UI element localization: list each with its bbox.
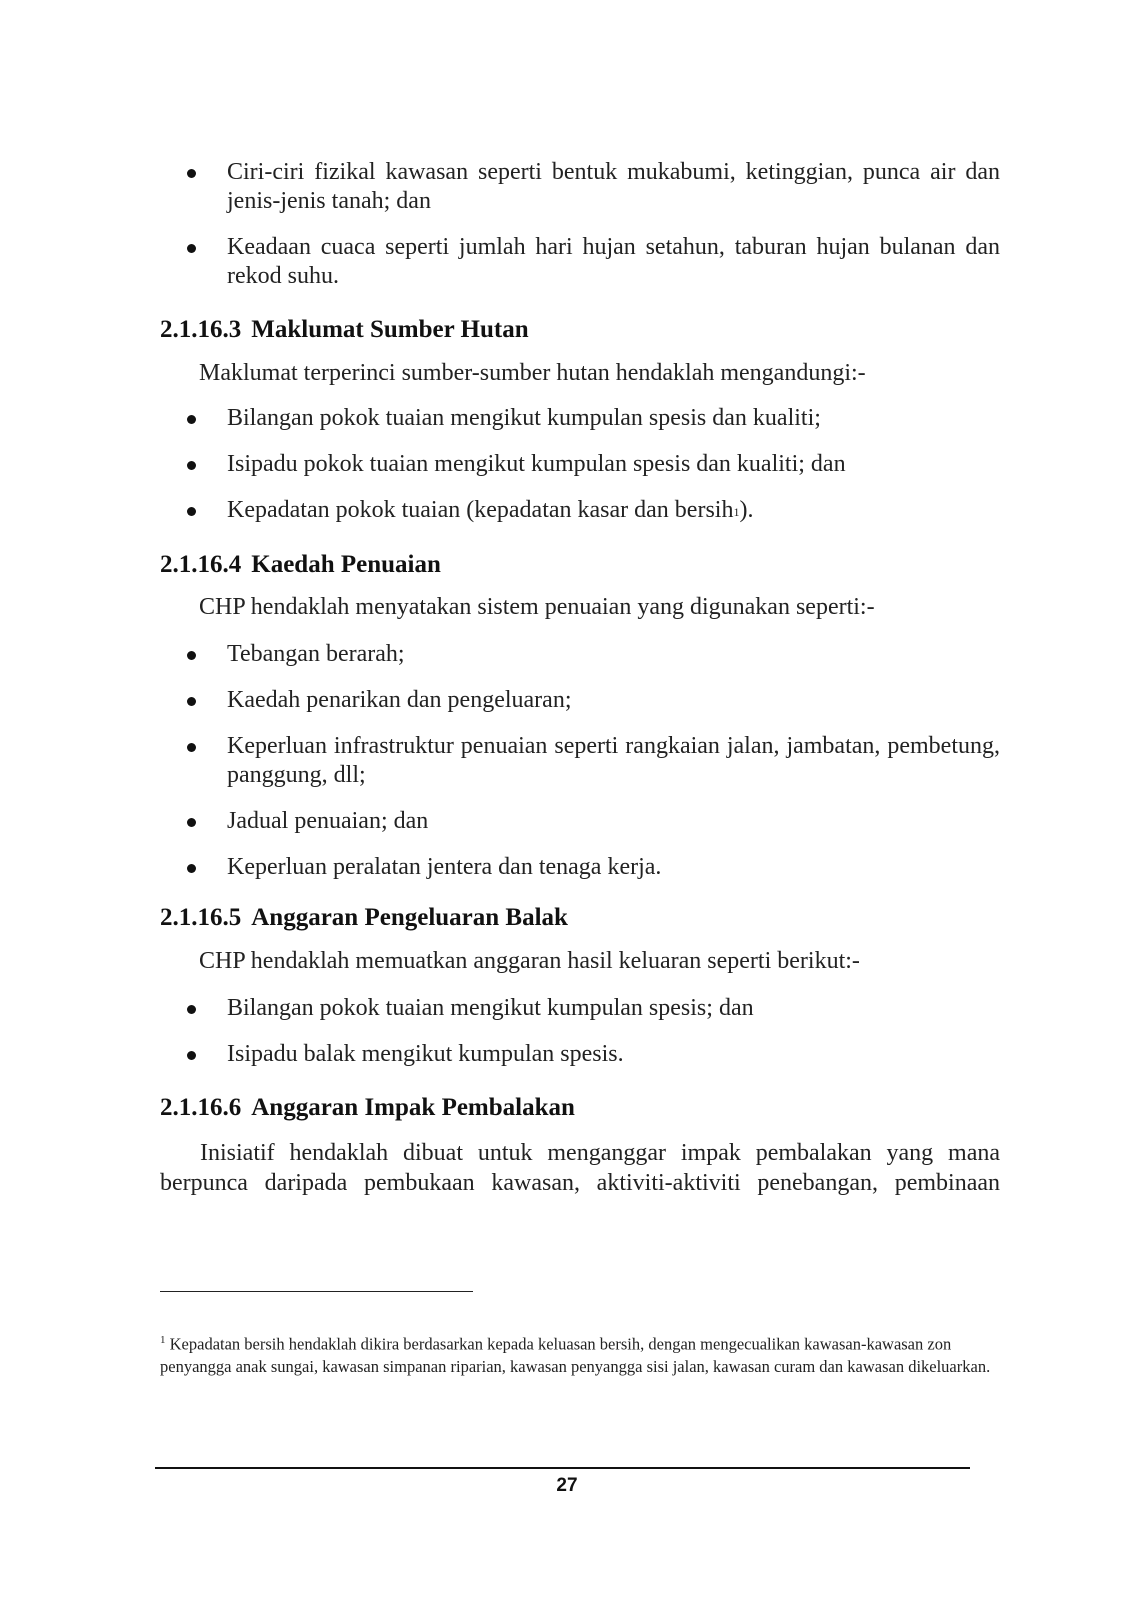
list-item-text: Kepadatan pokok tuaian (kepadatan kasar dan bersih [227,497,734,523]
bullet-icon [187,697,196,706]
list-item-text: Isipadu pokok tuaian mengikut kumpulan spesis dan kualiti; dan [227,451,846,477]
section-heading-2-1-16-3 [160,316,529,344]
list-item [160,640,1000,669]
bullet-icon [187,244,196,253]
section-title: Kaedah Penuaian [251,551,441,578]
footnote-text: Kepadatan bersih hendaklah dikira berdasarkan kepada keluasan bersih, dengan mengecualikan kawasan-kawasan zon penyangga anak sungai, kawasan simpanan riparian, kawasan penyangga sisi jalan, kawasan curam dan kawasan dikeluarkan. [160,1334,991,1376]
section-heading-2-1-16-4 [160,551,441,579]
list-item [160,1040,1000,1069]
section-paragraph: Inisiatif hendaklah dibuat untuk menganggar impak pembalakan yang mana berpunca daripada pembukaan kawasan, aktiviti-aktiviti penebangan, pembinaan [160,1140,1000,1196]
list-item [160,233,1000,291]
s4-bullet-list [160,640,1000,899]
list-item [160,686,1000,715]
bullet-icon [187,461,196,470]
section-number: 2.1.16.6 [160,1094,242,1121]
section-intro: Maklumat terperinci sumber-sumber hutan hendaklah mengandungi:- [199,360,866,386]
section-heading-2-1-16-6 [160,1094,575,1122]
bullet-icon [187,1005,196,1014]
list-item [160,158,1000,216]
bullet-icon [187,507,196,516]
section-number: 2.1.16.4 [160,551,242,578]
list-item-text: Bilangan pokok tuaian mengikut kumpulan spesis; dan [227,995,754,1021]
list-item-text: Keadaan cuaca seperti jumlah hari hujan setahun, taburan hujan bulanan dan rekod suhu. [227,234,1000,289]
section-heading-2-1-16-5 [160,904,568,932]
section-number: 2.1.16.5 [160,904,242,931]
bullet-icon [187,651,196,660]
bullet-icon [187,415,196,424]
list-item-text: Isipadu balak mengikut kumpulan spesis. [227,1041,624,1067]
list-item-text: Ciri-ciri fizikal kawasan seperti bentuk mukabumi, ketinggian, punca air dan jenis-jenis tanah; dan [227,159,1000,214]
list-item [160,853,1000,882]
s3-bullet-list [160,404,1000,542]
footnote-reference[interactable]: 1 [733,505,740,519]
page-number: 27 [556,1475,578,1496]
list-item-text: Bilangan pokok tuaian mengikut kumpulan spesis dan kualiti; [227,405,821,431]
footnote-marker: 1 [160,1334,166,1346]
list-item-text: Kaedah penarikan dan pengeluaran; [227,687,572,713]
list-item-text: Jadual penuaian; dan [227,808,429,834]
section-title: Maklumat Sumber Hutan [251,316,529,343]
footer-divider [155,1467,970,1469]
section-intro: CHP hendaklah memuatkan anggaran hasil keluaran seperti berikut:- [199,948,860,974]
list-item [160,404,1000,433]
list-item [160,496,1000,525]
bullet-icon [187,864,196,873]
section-title: Anggaran Pengeluaran Balak [251,904,568,931]
list-item-text: Tebangan berarah; [227,641,405,667]
section-intro: CHP hendaklah menyatakan sistem penuaian yang digunakan seperti:- [199,594,875,620]
bullet-icon [187,1051,196,1060]
list-item [160,807,1000,836]
top-bullet-list [160,158,1000,308]
s5-bullet-list [160,994,1000,1086]
list-item-text-end: ). [739,497,754,523]
footnote-divider [160,1291,473,1292]
list-item [160,994,1000,1023]
bullet-icon [187,743,196,752]
list-item-text: Keperluan infrastruktur penuaian seperti rangkaian jalan, jambatan, pembetung, panggung, dll; [227,733,1000,788]
section-number: 2.1.16.3 [160,316,242,343]
list-item [160,450,1000,479]
list-item [160,732,1000,790]
list-item-text: Keperluan peralatan jentera dan tenaga kerja. [227,854,662,880]
footnote [160,1329,1000,1378]
bullet-icon [187,169,196,178]
section-title: Anggaran Impak Pembalakan [251,1094,575,1121]
bullet-icon [187,818,196,827]
